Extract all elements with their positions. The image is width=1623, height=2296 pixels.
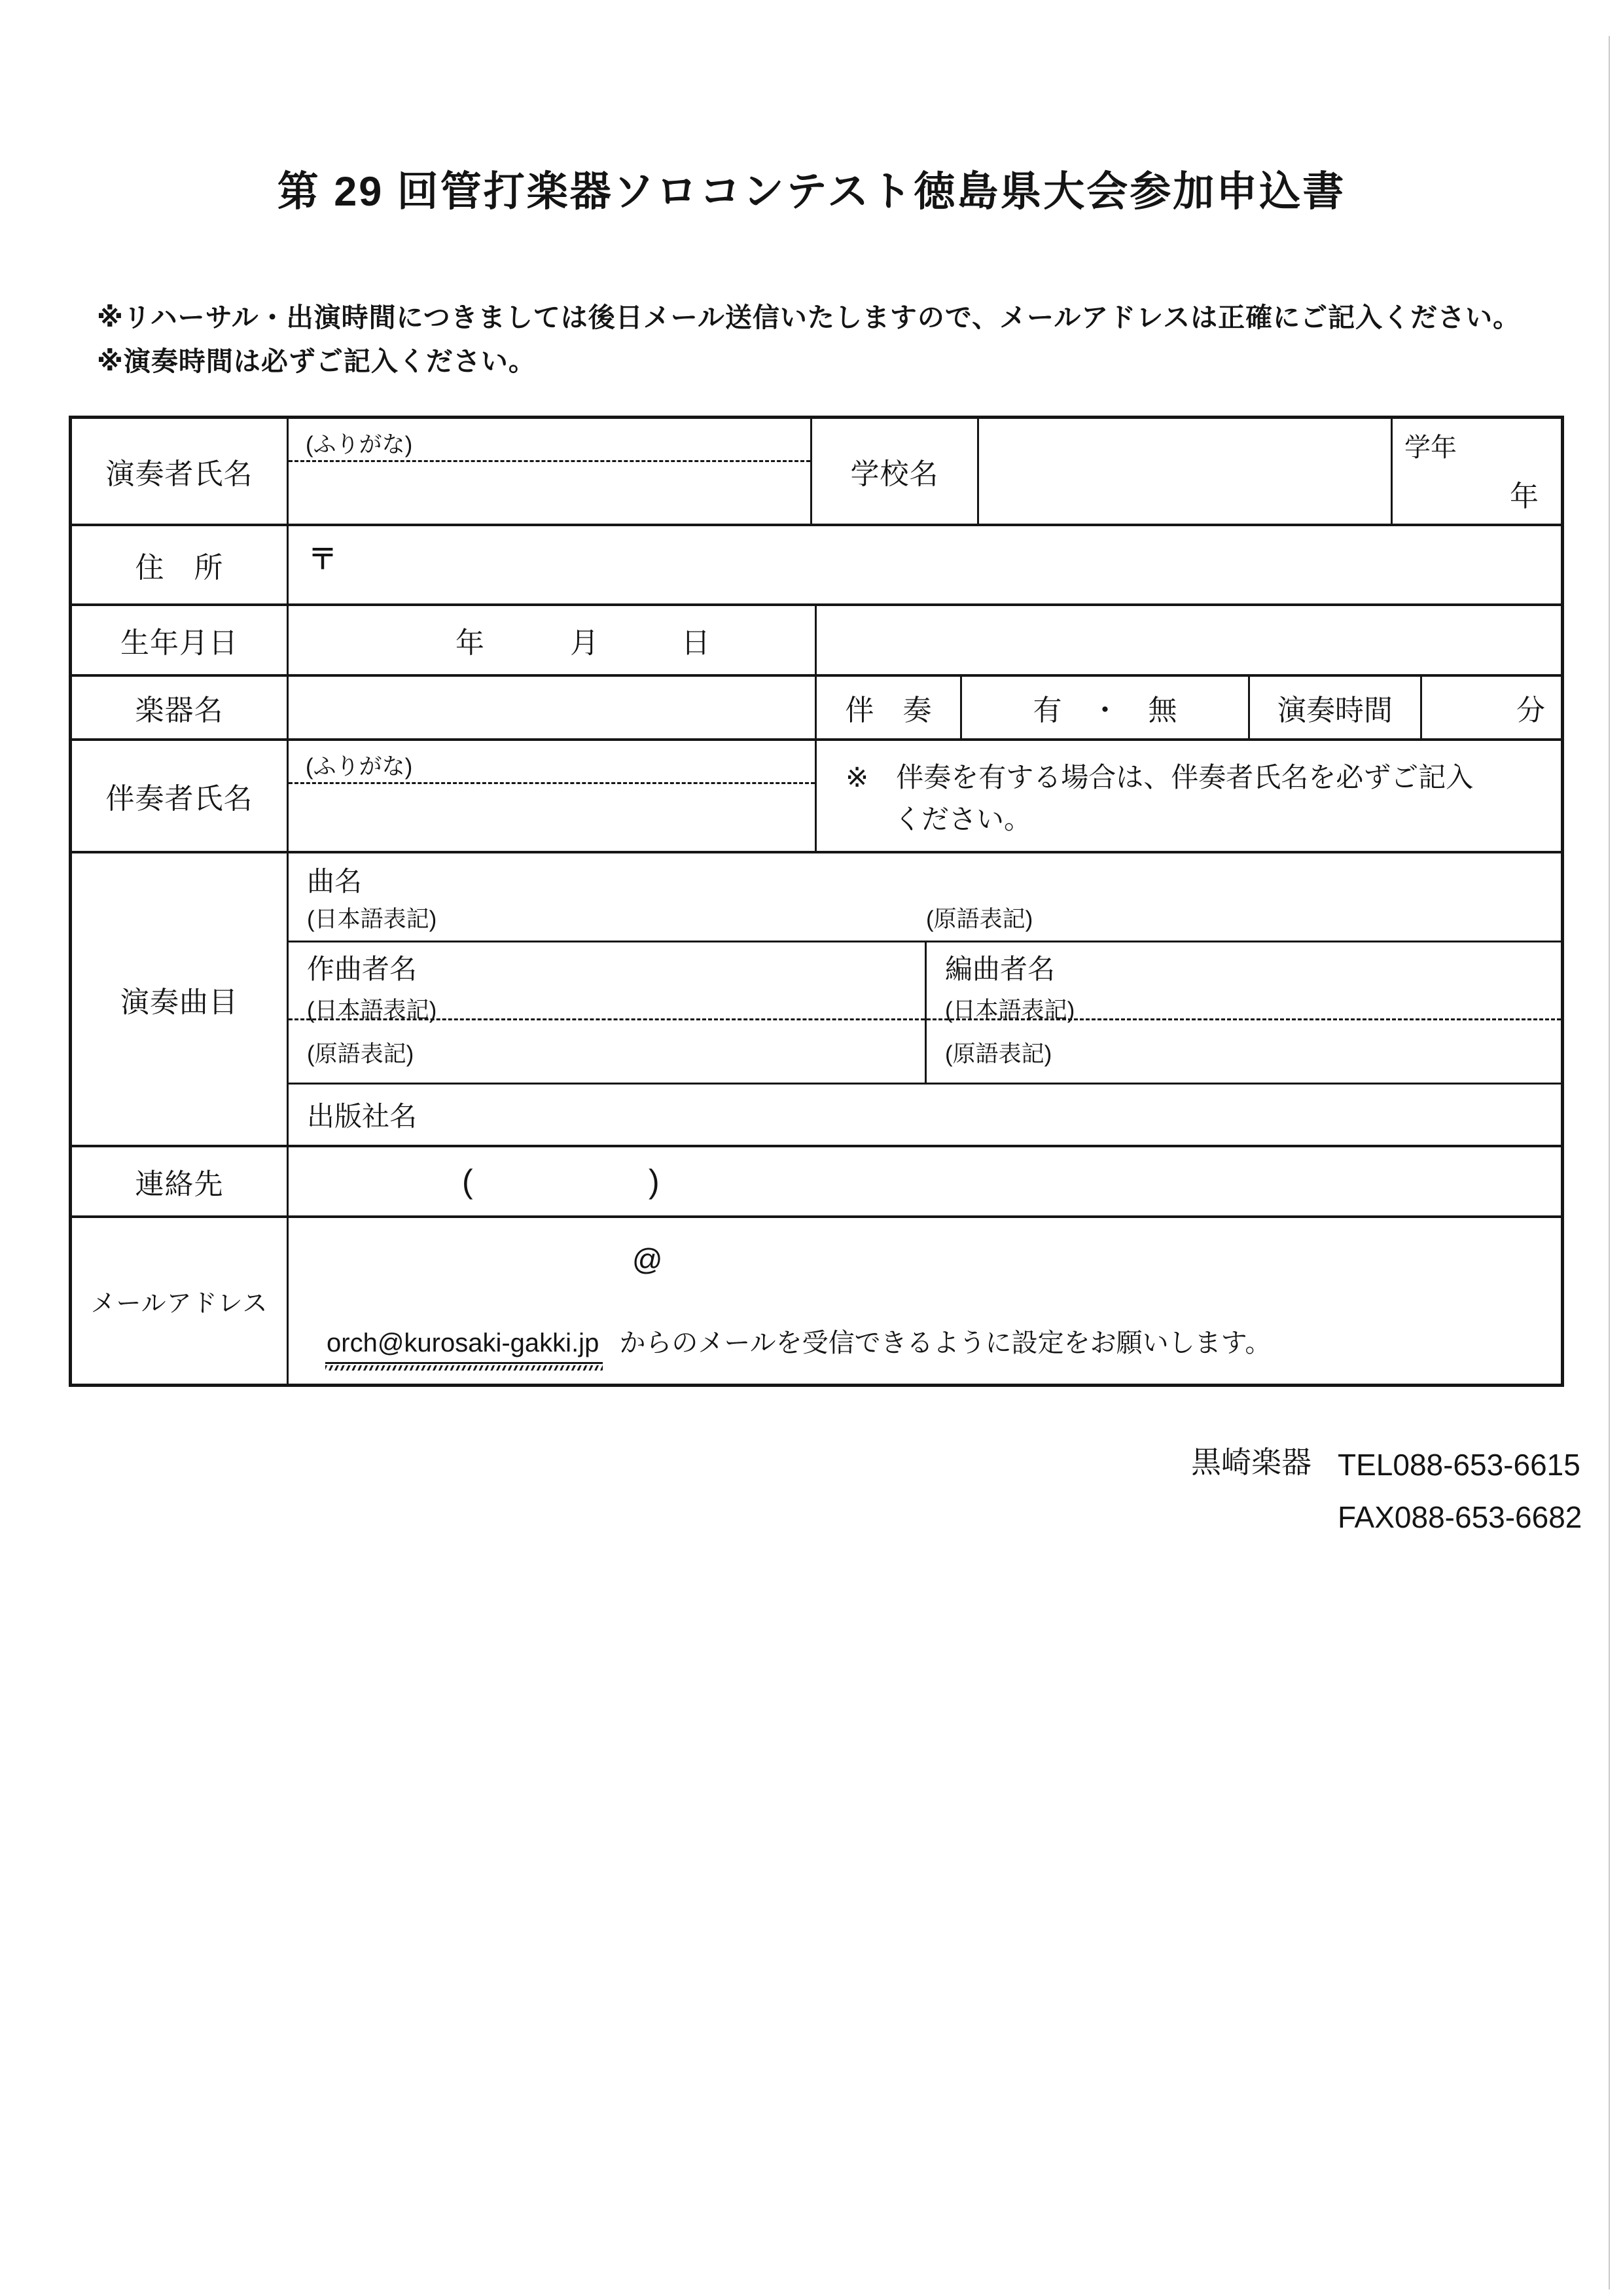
program-label: 演奏曲目 bbox=[120, 986, 238, 1018]
accompanist-note-line2: ください。 bbox=[894, 804, 1032, 834]
arranger-field bbox=[925, 942, 1561, 1083]
composer-label: 作曲者名 bbox=[307, 954, 418, 984]
accompanist-name-field bbox=[287, 741, 815, 851]
row-email bbox=[72, 1215, 1561, 1384]
instrument-label: 楽器名 bbox=[135, 694, 224, 726]
page-title: 第 29 回管打楽器ソロコンテスト徳島県大会参加申込書 bbox=[277, 169, 1346, 215]
publisher-label: 出版社名 bbox=[307, 1101, 418, 1132]
row-instrument bbox=[72, 674, 1561, 738]
performance-time-field bbox=[1420, 677, 1561, 738]
accompanist-note bbox=[815, 741, 1561, 851]
company-name: 黒崎楽器 bbox=[1191, 1445, 1311, 1479]
contact-paren-open: ( bbox=[462, 1163, 473, 1200]
piece-japanese-notation-label: (日本語表記) bbox=[307, 906, 437, 932]
accompanist-furigana-label: (ふりがな) bbox=[289, 741, 815, 784]
accompaniment-options: 有 ・ 無 bbox=[960, 677, 1248, 738]
contact-paren-close: ) bbox=[649, 1163, 660, 1200]
scan-artifact-line bbox=[1609, 36, 1610, 2289]
contact-label: 連絡先 bbox=[135, 1168, 224, 1200]
tel-number: TEL088-653-6615 bbox=[1338, 1448, 1580, 1482]
piece-title-field bbox=[289, 853, 1561, 941]
composer-japanese-field bbox=[289, 942, 925, 1023]
birthdate-field bbox=[287, 606, 815, 674]
school-name-label: 学校名 bbox=[810, 419, 977, 524]
arranger-japanese-field bbox=[927, 942, 1561, 1023]
email-instruction-line bbox=[325, 1322, 1271, 1364]
email-sender-address: orch@kurosaki-gakki.jp bbox=[325, 1329, 603, 1364]
birth-day-unit: 日 bbox=[681, 627, 710, 659]
accompanist-note-line1: ※ 伴奏を有する場合は、伴奏者氏名を必ずご記入 bbox=[846, 762, 1474, 793]
arranger-original-field bbox=[927, 1020, 1561, 1083]
performer-name-field bbox=[287, 419, 810, 524]
arranger-label: 編曲者名 bbox=[945, 954, 1056, 984]
birth-year-unit: 年 bbox=[455, 627, 484, 659]
grade-field bbox=[1391, 419, 1561, 524]
application-form-table bbox=[69, 416, 1564, 1387]
accompaniment-label: 伴 奏 bbox=[815, 677, 960, 738]
email-label: メールアドレス bbox=[90, 1290, 268, 1318]
grade-year-unit: 年 bbox=[1510, 480, 1539, 512]
fax-number: FAX088-653-6682 bbox=[1338, 1500, 1582, 1534]
address-field bbox=[287, 526, 1561, 603]
contact-field bbox=[287, 1147, 1561, 1215]
birth-month-unit: 月 bbox=[570, 627, 599, 659]
address-label: 住 所 bbox=[135, 552, 224, 584]
composer-field bbox=[289, 942, 925, 1083]
performer-furigana-label: (ふりがな) bbox=[289, 419, 810, 462]
instrument-field bbox=[287, 677, 815, 738]
minutes-unit: 分 bbox=[1516, 694, 1545, 726]
instruction-notes bbox=[97, 296, 1520, 384]
performer-name-label: 演奏者氏名 bbox=[105, 458, 253, 490]
row-performer bbox=[72, 419, 1561, 524]
birthdate-label: 生年月日 bbox=[120, 627, 238, 659]
footer-contact bbox=[1191, 1439, 1582, 1543]
birthdate-extra-field bbox=[815, 606, 1561, 674]
composer-original-field bbox=[289, 1020, 925, 1083]
email-field bbox=[287, 1218, 1561, 1384]
program-content bbox=[287, 853, 1561, 1145]
email-at-mark: @ bbox=[632, 1242, 663, 1276]
arranger-japanese-notation-label: (日本語表記) bbox=[945, 997, 1075, 1023]
accompanist-name-label: 伴奏者氏名 bbox=[105, 783, 253, 815]
row-birthdate bbox=[72, 603, 1561, 674]
composer-arranger-fields bbox=[289, 941, 1561, 1083]
piece-title-label: 曲名 bbox=[307, 866, 363, 897]
publisher-field bbox=[289, 1083, 1561, 1145]
performance-time-label: 演奏時間 bbox=[1248, 677, 1420, 738]
composer-japanese-notation-label: (日本語表記) bbox=[307, 997, 437, 1023]
row-program bbox=[72, 851, 1561, 1145]
row-contact bbox=[72, 1145, 1561, 1215]
row-address bbox=[72, 524, 1561, 603]
note-line-2: ※演奏時間は必ずご記入ください。 bbox=[97, 346, 536, 376]
arranger-original-notation-label: (原語表記) bbox=[945, 1041, 1052, 1067]
school-name-field bbox=[977, 419, 1391, 524]
piece-original-notation-label: (原語表記) bbox=[925, 906, 1033, 932]
note-line-1: ※リハーサル・出演時間につきましては後日メール送信いたしますので、メールアドレスは正確にご記入ください。 bbox=[97, 302, 1521, 332]
postal-mark: 〒 bbox=[308, 543, 337, 575]
composer-original-notation-label: (原語表記) bbox=[307, 1041, 414, 1067]
email-instruction-text: からのメールを受信できるように設定をお願いします。 bbox=[619, 1329, 1272, 1357]
row-accompanist bbox=[72, 738, 1561, 851]
grade-label: 学年 bbox=[1404, 433, 1457, 462]
